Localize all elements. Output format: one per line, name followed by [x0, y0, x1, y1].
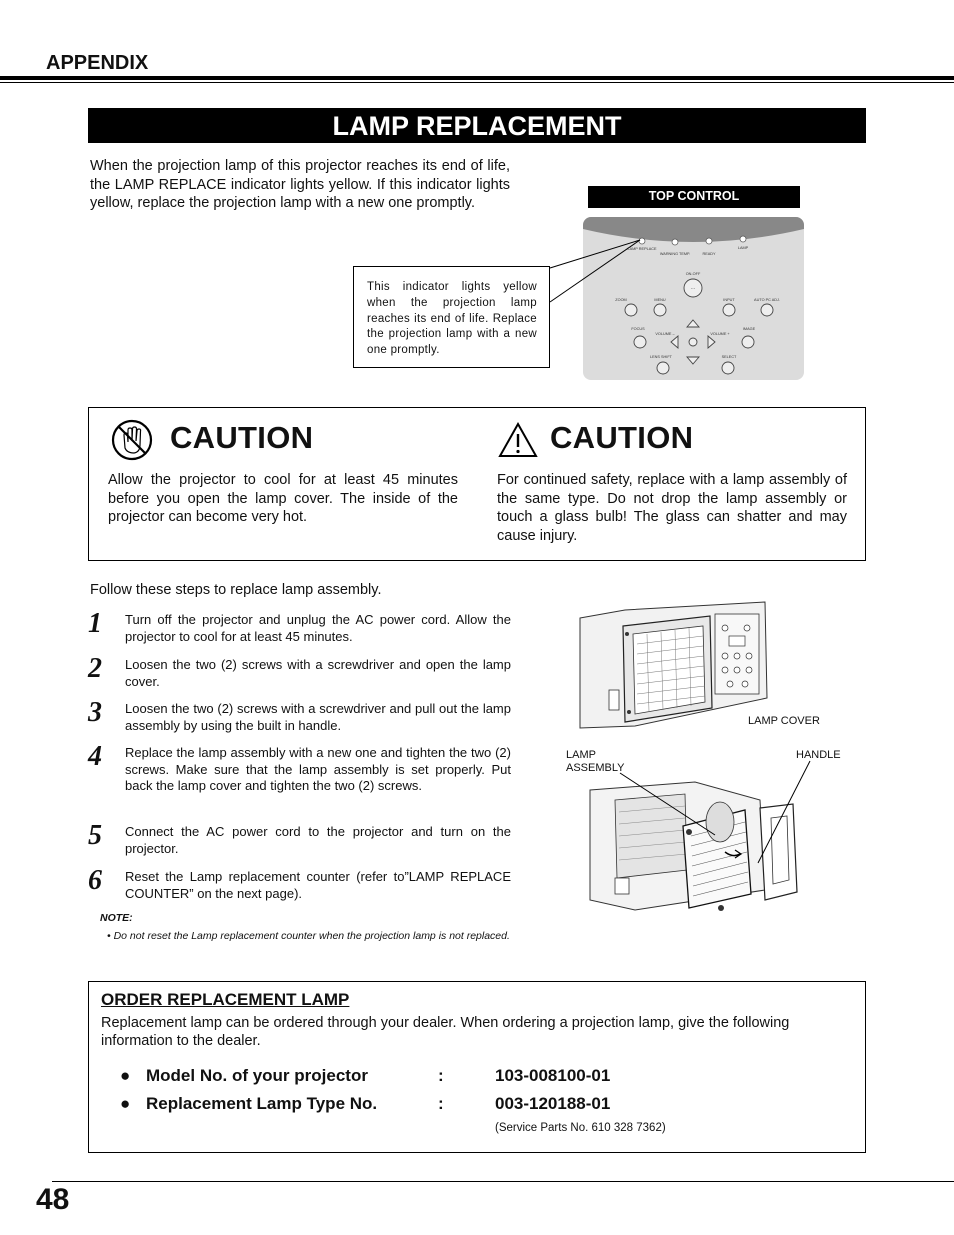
header-rule-thin [0, 82, 954, 83]
warning-triangle-icon [497, 421, 539, 459]
caution-text-left: Allow the projector to cool for at least 45 minutes before you open the lamp cover. The inside of the projector can become very hot. [108, 472, 458, 525]
hand-stop-icon [110, 418, 154, 462]
intro-paragraph: When the projection lamp of this projector reaches its end of life, the LAMP REPLACE indicator lights yellow. If this indicator lights yellow, replace the projection lamp with a new one promptly. [90, 158, 510, 211]
page-number: 48 [36, 1183, 70, 1216]
section-label: APPENDIX [46, 52, 149, 74]
bullet-icon: ● [120, 1094, 131, 1113]
indicator-label-lamp: LAMP [737, 246, 749, 250]
indicator-label-ready: READY [702, 252, 716, 256]
step-number: 5 [88, 820, 102, 851]
button-label-lens-shift: LENS SHIFT [650, 355, 672, 359]
order-text: Replacement lamp can be ordered through your dealer. When ordering a projection lamp, give the following information to the dealer. [101, 1015, 790, 1049]
spec-label: Replacement Lamp Type No. [146, 1094, 378, 1113]
caution-heading-right: CAUTION [550, 420, 694, 455]
caution-text-right: For continued safety, replace with a lamp assembly of the same type. Do not drop the lamp assembly or touch a glass bulb! The glass can shatter and may cause injury. [497, 472, 847, 544]
button-label-select: SELECT [721, 355, 737, 359]
button-label-menu: MENU [654, 298, 666, 302]
step-number: 1 [88, 608, 102, 639]
svg-text:···: ··· [690, 286, 696, 292]
button-label-focus: FOCUS [631, 327, 645, 331]
lamp-cover-label: LAMP COVER [748, 715, 820, 727]
step-number: 2 [88, 653, 102, 684]
spec-separator: : [438, 1094, 444, 1113]
spec-label: Model No. of your projector [146, 1066, 368, 1085]
note-text: • Do not reset the Lamp replacement counter when the projection lamp is not replaced. [107, 930, 510, 942]
step-text: Connect the AC power cord to the projector and turn on the projector. [125, 824, 511, 856]
button-label-volume-plus: VOLUME + [710, 332, 730, 336]
bullet-icon: ● [120, 1066, 131, 1085]
page-title: LAMP REPLACEMENT [88, 108, 866, 143]
note-label: NOTE: [100, 912, 133, 924]
lamp-assembly-label: LAMP ASSEMBLY [566, 749, 625, 774]
callout-pointer [540, 232, 650, 312]
step-number: 3 [88, 697, 102, 728]
button-label-input: INPUT [723, 298, 735, 302]
figure-pointer-lines [590, 755, 820, 895]
indicator-callout: This indicator lights yellow when the projection lamp reaches its end of life. Replace the projection lamp with a new one promptly. [353, 266, 550, 368]
step-text: Turn off the projector and unplug the AC power cord. Allow the projector to cool for at least 45 minutes. [125, 612, 511, 644]
step-text: Loosen the two (2) screws with a screwdriver and open the lamp cover. [125, 657, 511, 689]
spec-separator: : [438, 1066, 444, 1085]
spec-value: 103-008100-01 [495, 1066, 611, 1085]
step-text: Replace the lamp assembly with a new one and tighten the two (2) screws. Make sure that the lamp assembly is set properly. Put back the lamp cover and tighten the two (2) screws. [125, 745, 511, 793]
button-label-volume-minus: VOLUME – [655, 332, 675, 336]
header-rule [0, 76, 954, 80]
indicator-label-lamp-replace: LAMP REPLACE [627, 247, 657, 251]
step-number: 6 [88, 865, 102, 896]
order-heading: ORDER REPLACEMENT LAMP [101, 990, 350, 1009]
step-text: Reset the Lamp replacement counter (refer to”LAMP REPLACE COUNTER” on the next page). [125, 869, 511, 901]
step-number: 4 [88, 741, 102, 772]
steps-intro: Follow these steps to replace lamp assembly. [90, 582, 382, 598]
service-parts-number: (Service Parts No. 610 328 7362) [495, 1122, 666, 1134]
footer-rule [52, 1181, 954, 1182]
top-control-label: TOP CONTROL [588, 186, 800, 208]
spec-value: 003-120188-01 [495, 1094, 611, 1113]
button-label-on-off: ON-OFF [685, 272, 701, 276]
button-label-image: IMAGE [742, 327, 756, 331]
indicator-label-warning-temp: WARNING TEMP. [659, 252, 691, 256]
step-text: Loosen the two (2) screws with a screwdriver and pull out the lamp assembly by using the built in handle. [125, 701, 511, 733]
caution-heading-left: CAUTION [170, 420, 314, 455]
button-label-zoom: ZOOM [615, 298, 627, 302]
handle-label: HANDLE [796, 749, 841, 761]
button-label-auto-pc-adj: AUTO PC ADJ. [754, 298, 780, 302]
projector-lamp-cover-drawing [575, 598, 775, 733]
